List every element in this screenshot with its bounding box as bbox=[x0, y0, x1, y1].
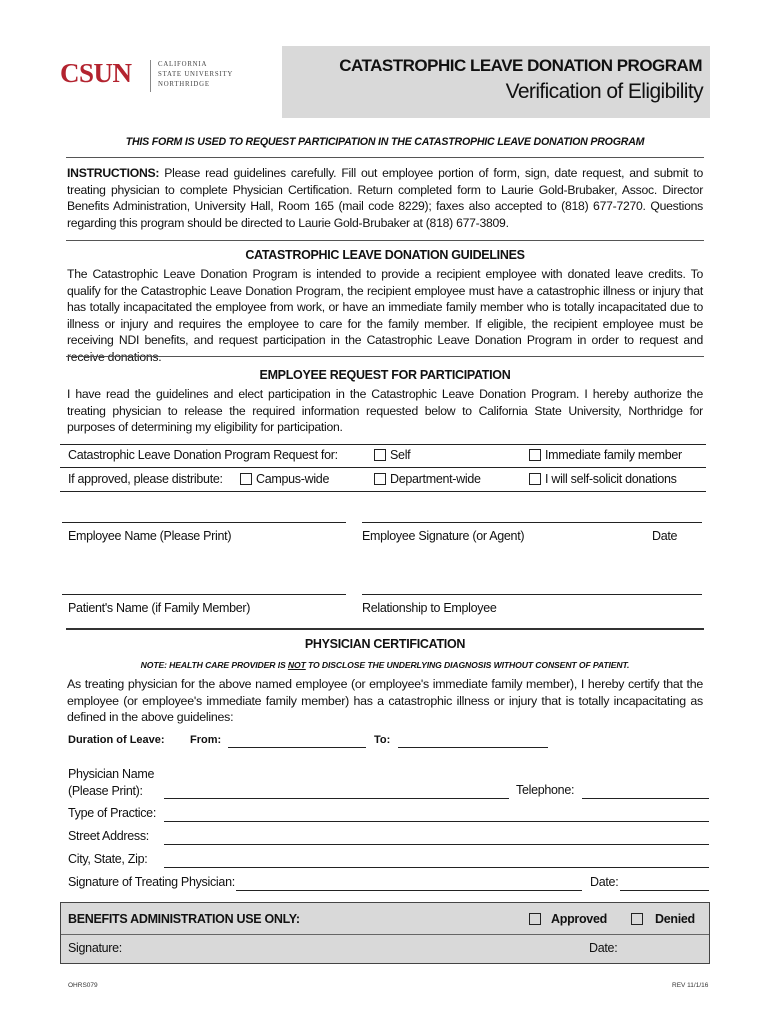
street-line[interactable] bbox=[164, 844, 709, 845]
table-border-mid bbox=[60, 467, 706, 468]
physician-name-label-line: Physician Name bbox=[68, 767, 155, 781]
benefits-date-label: Date: bbox=[589, 941, 618, 955]
employee-signature-line[interactable] bbox=[362, 522, 702, 523]
instructions-text: Please read guidelines carefully. Fill out employee portion of form, sign, date request, and submit to treating physician to complete Physician Certification. Return completed form to Laurie Gold-Brubaker, Assoc. Director Benefits Administration, University Hall, Room 165 (mail code 8229); faxes also accepted to (818) 677-7270. Questions regarding this program should be directed to Laurie Gold-Brubaker at (818) 677-3809. bbox=[67, 166, 703, 230]
physician-signature-line[interactable] bbox=[236, 890, 582, 891]
physician-heading: PHYSICIAN CERTIFICATION bbox=[304, 637, 466, 651]
guidelines-heading: CATASTROPHIC LEAVE DONATION GUIDELINES bbox=[245, 248, 525, 262]
logo-divider bbox=[150, 60, 151, 92]
note-after: TO DISCLOSE THE UNDERLYING DIAGNOSIS WITHOUT CONSENT OF PATIENT. bbox=[305, 660, 630, 670]
form-code: OHRS079 bbox=[68, 982, 98, 989]
form-purpose: THIS FORM IS USED TO REQUEST PARTICIPATION IN THE CATASTROPHIC LEAVE DONATION PROGRAM bbox=[125, 136, 645, 148]
table-border-top bbox=[60, 444, 706, 445]
benefits-row-divider bbox=[61, 934, 709, 935]
physician-date-label: Date: bbox=[590, 875, 619, 889]
approved-option[interactable] bbox=[529, 912, 607, 926]
logo-sub-line: CALIFORNIA bbox=[158, 61, 208, 68]
relationship-line[interactable] bbox=[362, 594, 702, 595]
physician-name-label bbox=[68, 766, 154, 800]
self-solicit-checkbox[interactable] bbox=[529, 473, 541, 485]
physician-signature-label: Signature of Treating Physician: bbox=[68, 875, 235, 889]
guidelines-text: The Catastrophic Leave Donation Program is intended to provide a recipient employee with donated leave credits. To qualify for the Catastrophic Leave Donation Program, the recipient employee must have a catastrophic illness or injury that has totally incapacitated the employee from work, or have an immediate family member who is totally incapacitated due to illness or injury and requires the employee to care for the family member. If eligible, the recipient employee must be receiving NDI benefits, and request participation in the Catastrophic Leave Donation Program in order to request and receive donations. bbox=[67, 267, 703, 364]
physician-note bbox=[60, 660, 710, 670]
approved-label: Approved bbox=[551, 912, 607, 926]
option-campus-label: Campus-wide bbox=[256, 472, 330, 486]
option-self[interactable] bbox=[374, 448, 410, 462]
type-practice-label: Type of Practice: bbox=[68, 806, 156, 820]
telephone-label: Telephone: bbox=[516, 783, 575, 797]
logo-sub-line: NORTHRIDGE bbox=[158, 81, 210, 88]
note-not: NOT bbox=[287, 660, 306, 670]
department-checkbox[interactable] bbox=[374, 473, 386, 485]
page-subtitle: Verification of Eligibility bbox=[505, 80, 703, 103]
option-self-solicit-label: I will self-solicit donations bbox=[545, 472, 677, 486]
physician-name-label-line: (Please Print): bbox=[68, 784, 143, 798]
note-before: NOTE: HEALTH CARE PROVIDER IS bbox=[140, 660, 288, 670]
city-label: City, State, Zip: bbox=[68, 852, 148, 866]
option-campus[interactable] bbox=[240, 472, 329, 486]
to-label: To: bbox=[374, 734, 391, 746]
divider bbox=[66, 356, 704, 357]
approved-checkbox[interactable] bbox=[529, 913, 541, 925]
denied-checkbox[interactable] bbox=[631, 913, 643, 925]
option-family[interactable] bbox=[529, 448, 682, 462]
benefits-panel bbox=[60, 902, 710, 964]
header-panel bbox=[282, 46, 710, 118]
street-label: Street Address: bbox=[68, 829, 149, 843]
distribute-label: If approved, please distribute: bbox=[68, 472, 223, 486]
campus-checkbox[interactable] bbox=[240, 473, 252, 485]
to-line[interactable] bbox=[398, 747, 548, 748]
table-border-bottom bbox=[60, 491, 706, 492]
logo-wordmark: CSUN bbox=[60, 58, 132, 88]
denied-option[interactable] bbox=[631, 912, 695, 926]
option-family-label: Immediate family member bbox=[545, 448, 682, 462]
patient-name-label: Patient's Name (if Family Member) bbox=[68, 601, 251, 615]
page-title: CATASTROPHIC LEAVE DONATION PROGRAM bbox=[339, 56, 702, 75]
physician-name-line[interactable] bbox=[164, 798, 509, 799]
option-department-label: Department-wide bbox=[390, 472, 481, 486]
from-label: From: bbox=[190, 734, 222, 746]
self-checkbox[interactable] bbox=[374, 449, 386, 461]
city-line[interactable] bbox=[164, 867, 709, 868]
option-department[interactable] bbox=[374, 472, 481, 486]
employee-signature-label: Employee Signature (or Agent) bbox=[362, 529, 525, 543]
employee-name-line[interactable] bbox=[62, 522, 346, 523]
divider bbox=[66, 240, 704, 241]
option-self-label: Self bbox=[390, 448, 411, 462]
family-checkbox[interactable] bbox=[529, 449, 541, 461]
telephone-line[interactable] bbox=[582, 798, 709, 799]
patient-name-line[interactable] bbox=[62, 594, 346, 595]
physician-date-line[interactable] bbox=[620, 890, 709, 891]
csun-logo bbox=[58, 48, 280, 110]
request-for-label: Catastrophic Leave Donation Program Request for: bbox=[68, 448, 338, 462]
divider bbox=[66, 628, 704, 630]
benefits-heading: BENEFITS ADMINISTRATION USE ONLY: bbox=[68, 912, 300, 926]
instructions-label: INSTRUCTIONS: bbox=[67, 166, 160, 180]
employee-date-label: Date bbox=[652, 529, 678, 543]
instructions-paragraph bbox=[67, 165, 703, 231]
option-self-solicit[interactable] bbox=[529, 472, 677, 486]
denied-label: Denied bbox=[655, 912, 695, 926]
duration-label: Duration of Leave: bbox=[68, 734, 165, 746]
benefits-signature-label: Signature: bbox=[68, 941, 122, 955]
from-line[interactable] bbox=[228, 747, 366, 748]
physician-text: As treating physician for the above named employee (or employee's immediate family member), I hereby certify that the employee (or employee's immediate family member) has a catastrophic illness or injury that is totally incapacitating as defined in the above guidelines: bbox=[67, 677, 703, 725]
logo-sub-line: STATE UNIVERSITY bbox=[158, 71, 234, 78]
revision: REV 11/1/16 bbox=[672, 982, 709, 989]
employee-request-text: I have read the guidelines and elect participation in the Catastrophic Leave Donation Program. I hereby authorize the treating physician to release the required information requested below to California State University, Northridge for purposes of determining my eligibility for participation. bbox=[67, 387, 703, 435]
relationship-label: Relationship to Employee bbox=[362, 601, 497, 615]
employee-request-heading: EMPLOYEE REQUEST FOR PARTICIPATION bbox=[259, 368, 511, 382]
divider bbox=[66, 157, 704, 158]
logo-subtext bbox=[158, 60, 233, 90]
employee-name-label: Employee Name (Please Print) bbox=[68, 529, 232, 543]
type-practice-line[interactable] bbox=[164, 821, 709, 822]
